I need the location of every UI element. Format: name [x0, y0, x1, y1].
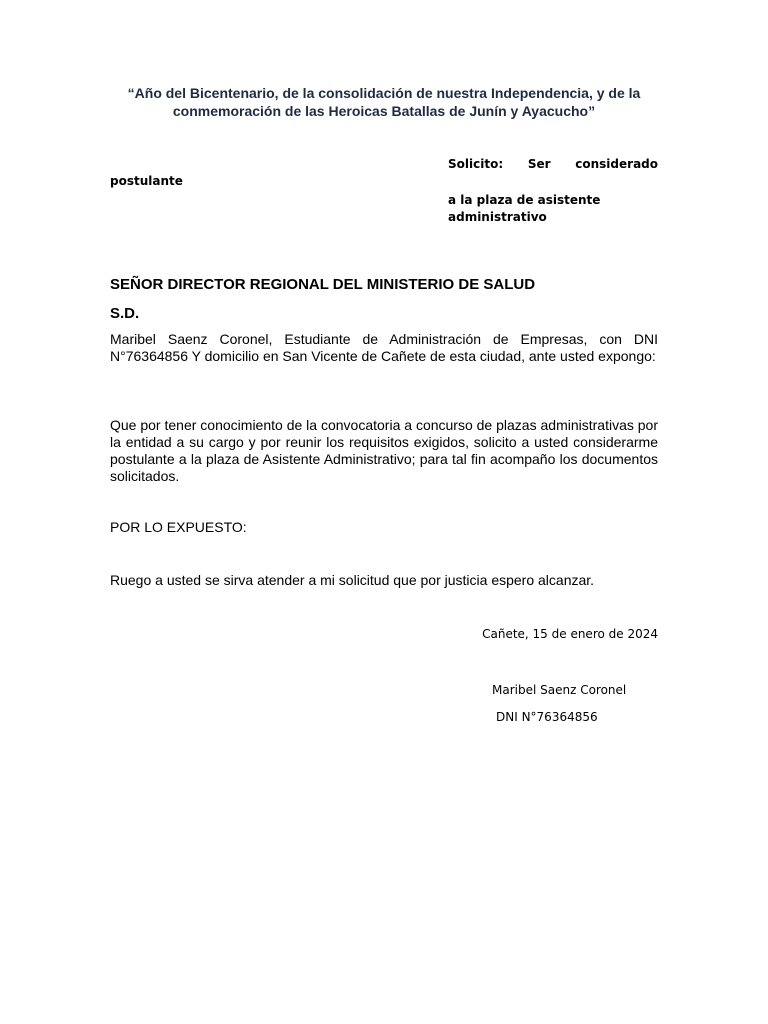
addressee-heading: SEÑOR DIRECTOR REGIONAL DEL MINISTERIO DE SALUD — [110, 276, 536, 293]
subject-label: Solicito: — [448, 157, 504, 171]
year-title: “Año del Bicentenario, de la consolidación de nuestra Independencia, y de la conmemoración de las Heroicas Batallas de Junín y Ayacucho” — [127, 85, 641, 119]
subject-line — [448, 156, 658, 173]
signer-dni: DNI N°76364856 — [496, 710, 598, 724]
subject-continuation: a la plaza de asistente administrativo — [448, 193, 601, 224]
subject-word: Ser — [527, 157, 551, 171]
por-lo-expuesto-line: POR LO EXPUESTO: — [110, 519, 247, 535]
subject-block — [110, 156, 658, 226]
closing-paragraph: Ruego a usted se sirva atender a mi solicitud que por justicia espero alcanzar. — [110, 572, 595, 588]
salutation-sd: S.D. — [110, 305, 140, 322]
signer-name: Maribel Saenz Coronel — [492, 683, 627, 697]
subject-word: considerado — [575, 157, 658, 171]
intro-paragraph: Maribel Saenz Coronel, Estudiante de Administración de Empresas, con DNI N°76364856 Y domicilio en San Vicente de Cañete de esta ciudad, ante usted expongo: — [110, 331, 658, 364]
request-paragraph: Que por tener conocimiento de la convocatoria a concurso de plazas administrativas por la entidad a su cargo y por reunir los requisitos exigidos, solicito a usted considerarme postulante a la plaza de Asistente Administrativo; para tal fin acompaño los documentos solicitados. — [110, 417, 658, 484]
date-line: Cañete, 15 de enero de 2024 — [482, 627, 658, 641]
subject-word-wrapped: postulante — [110, 174, 183, 188]
